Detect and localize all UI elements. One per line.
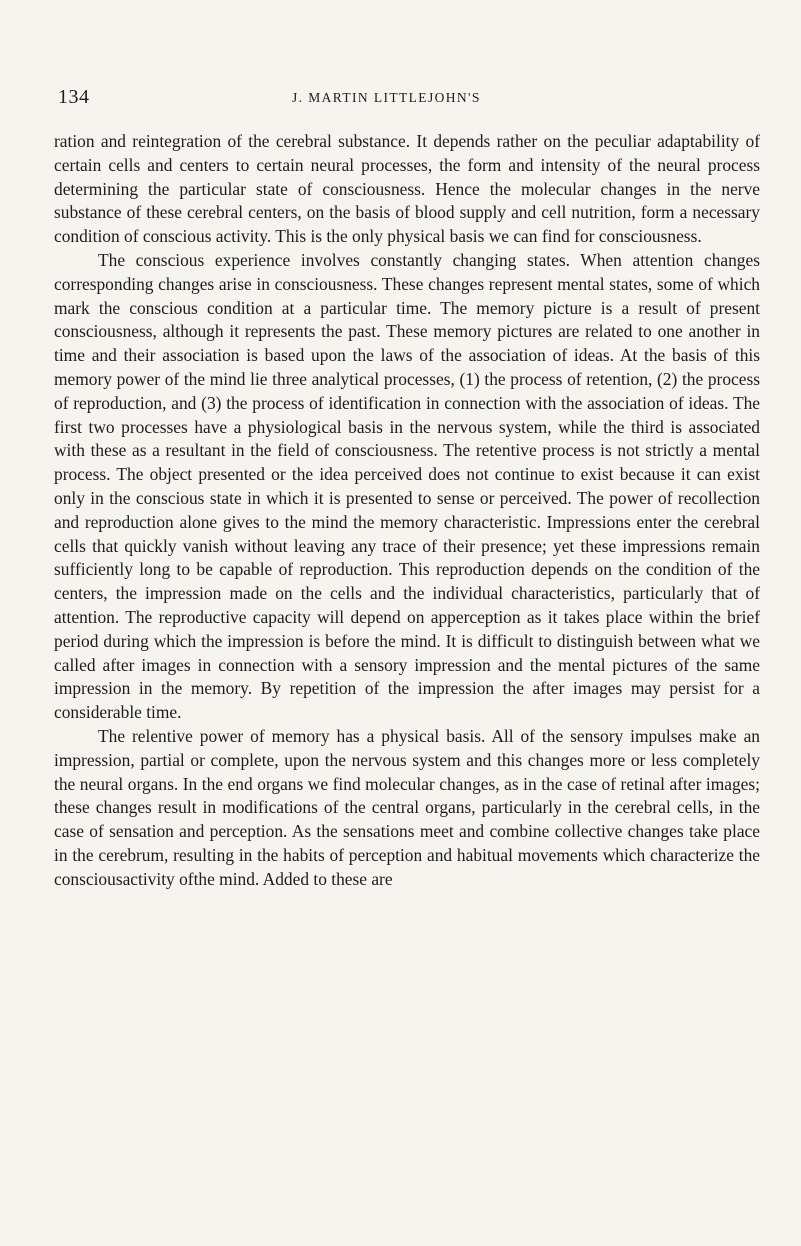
body-text: [54, 130, 760, 892]
page-number: 134: [58, 86, 90, 108]
paragraph: ration and reintegration of the cerebral substance. It depends rather on the peculiar adaptability of certain cells and centers to certain neural processes, the form and intensity of the neural process determining the particular state of consciousness. Hence the molecular changes in the nerve substance of these cerebral centers, on the basis of blood supply and cell nutrition, form a necessary condition of conscious activity. This is the only physical basis we can find for consciousness.: [54, 131, 760, 247]
paragraph: The relentive power of memory has a physical basis. All of the sensory impulses make an impression, partial or complete, upon the nervous system and this changes more or less completely the neural organs. In the end organs we find molecular changes, as in the case of retinal after images; these changes result in modifications of the central organs, particularly in the cerebral cells, in the case of sensation and perception. As the sensations meet and combine collective changes take place in the cerebrum, resulting in the habits of perception and habitual movements which characterize the consciousactivity ofthe mind. Added to these are: [54, 725, 760, 889]
book-title: J. MARTIN LITTLEJOHN'S: [292, 90, 481, 105]
running-head: [58, 86, 758, 110]
paragraph: The conscious experience involves constantly changing states. When attention changes corresponding changes arise in consciousness. These changes represent mental states, some of which mark the conscious condition at a particular time. The memory picture is a result of present consciousness, although it represents the past. These memory pictures are related to one another in time and their association is based upon the laws of the association of ideas. At the basis of this memory power of the mind lie three analytical processes, (1) the process of retention, (2) the process of reproduction, and (3) the process of identification in connection with the association of ideas. The first two processes have a physiological basis in the nervous system, while the third is associated with these as a resultant in the field of consciousness. The retentive process is not strictly a mental process. The object presented or the idea perceived does not continue to exist because it can exist only in the conscious state in which it is presented to sense or perceived. The power of recollection and reproduction alone gives to the mind the memory characteristic. Impressions enter the cerebral cells that quickly vanish without leaving any trace of their presence; yet these impressions remain sufficiently long to be capable of reproduction. This reproduction depends on the condition of the centers, the impression made on the cells and the individual characteristics, particularly that of attention. The reproductive capacity will depend on apperception as it takes place within the brief period during which the impression is before the mind. It is difficult to distinguish between what we called after images in connection with a sensory impression and the mental pictures of the same impression in the memory. By repetition of the impression the after images may persist for a considerable time.: [54, 249, 760, 723]
